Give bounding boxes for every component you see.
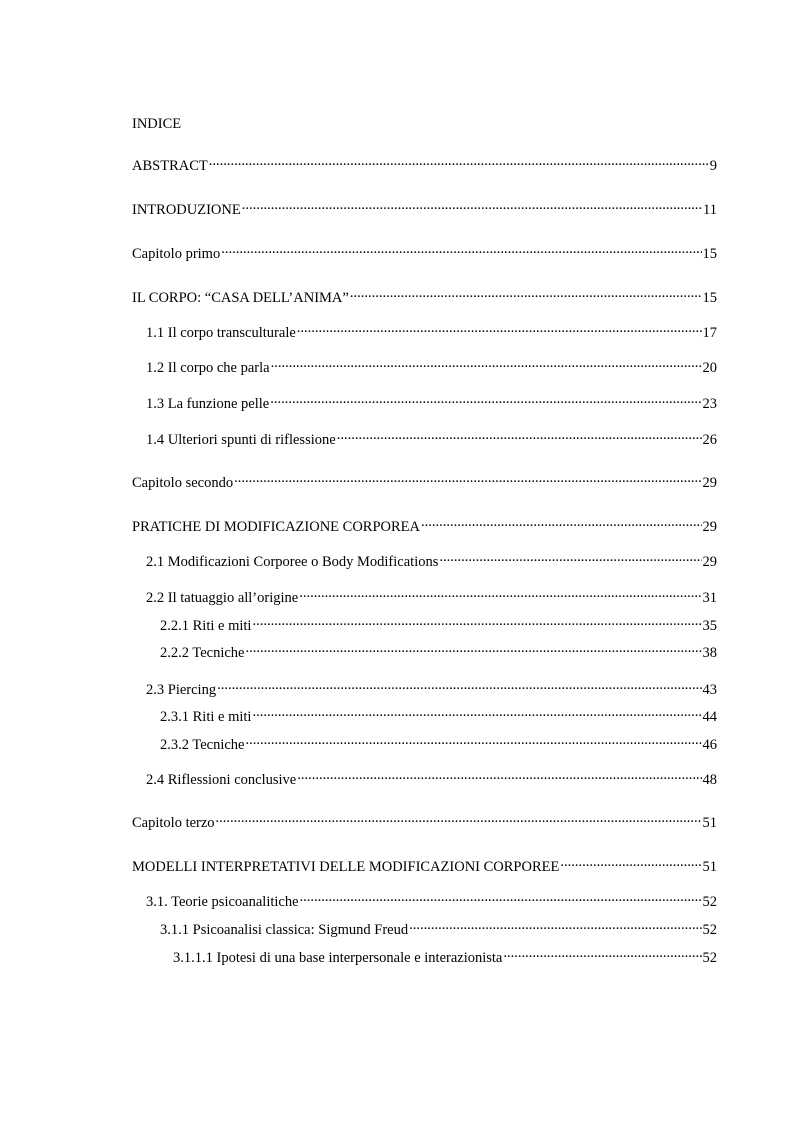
toc-entry-title: Capitolo secondo <box>132 475 234 491</box>
toc-entry-page: 51 <box>702 815 717 831</box>
toc-entry-1-3[interactable] <box>146 390 717 412</box>
toc-entry-page: 48 <box>702 772 717 788</box>
toc-entry-title: Capitolo terzo <box>132 815 215 831</box>
toc-entry-2-2-1[interactable] <box>160 612 717 634</box>
toc-entry-2-1[interactable] <box>146 548 717 570</box>
toc-leader-dots <box>245 639 701 657</box>
toc-entry-title: PRATICHE DI MODIFICAZIONE CORPOREA <box>132 519 420 535</box>
toc-heading: INDICE <box>132 116 182 132</box>
toc-entry-page: 46 <box>702 737 717 753</box>
toc-entry-1-4[interactable] <box>146 426 717 448</box>
toc-entry-title: INTRODUZIONE <box>132 202 241 218</box>
toc-leader-dots <box>242 196 702 214</box>
toc-entry-title: 1.2 Il corpo che parla <box>146 360 270 376</box>
toc-entry-2-4[interactable] <box>146 766 717 788</box>
toc-entry-1-1[interactable] <box>146 319 717 341</box>
toc-entry-page: 9 <box>709 158 717 174</box>
toc-entry-page: 15 <box>702 290 717 306</box>
toc-entry-2-3-2[interactable] <box>160 731 717 753</box>
toc-leader-dots <box>503 944 701 962</box>
toc-entry-page: 52 <box>702 950 717 966</box>
toc-leader-dots <box>439 548 701 566</box>
toc-entry-title: IL CORPO: “CASA DELL’ANIMA” <box>132 290 349 306</box>
toc-entry-2-3[interactable] <box>146 676 717 698</box>
toc-entry-title: 3.1. Teorie psicoanalitiche <box>146 894 299 910</box>
toc-entry-title: 1.1 Il corpo transculturale <box>146 325 296 341</box>
toc-entry-2-2[interactable] <box>146 584 717 606</box>
toc-entry-page: 11 <box>703 202 717 218</box>
toc-entry-pratiche[interactable] <box>132 513 717 535</box>
toc-entry-introduzione[interactable] <box>132 196 717 218</box>
toc-entry-capitolo-secondo[interactable] <box>132 469 717 491</box>
toc-entry-page: 31 <box>702 590 717 606</box>
toc-entry-1-2[interactable] <box>146 354 717 376</box>
toc-leader-dots <box>409 916 701 934</box>
toc-entry-title: Capitolo primo <box>132 246 221 262</box>
toc-leader-dots <box>270 390 701 408</box>
toc-entry-title: 2.3.2 Tecniche <box>160 737 245 753</box>
toc-entry-title: 1.4 Ulteriori spunti di riflessione <box>146 432 336 448</box>
toc-entry-title: 2.1 Modificazioni Corporee o Body Modifications <box>146 554 439 570</box>
toc-entry-title: 2.2.2 Tecniche <box>160 645 245 661</box>
toc-entry-title: 2.3.1 Riti e miti <box>160 709 252 725</box>
toc-leader-dots <box>217 676 701 694</box>
toc-entry-abstract[interactable] <box>132 152 717 174</box>
toc-entry-title: 2.2.1 Riti e miti <box>160 618 252 634</box>
toc-entry-3-1-1[interactable] <box>160 916 717 938</box>
toc-leader-dots <box>234 469 701 487</box>
toc-entry-title: 2.4 Riflessioni conclusive <box>146 772 297 788</box>
toc-entry-page: 38 <box>702 645 717 661</box>
toc-entry-modelli[interactable] <box>132 853 717 875</box>
toc-entry-page: 17 <box>702 325 717 341</box>
toc-entry-2-3-1[interactable] <box>160 703 717 725</box>
toc-leader-dots <box>560 853 701 871</box>
toc-entry-page: 52 <box>702 922 717 938</box>
toc-leader-dots <box>421 513 702 531</box>
toc-leader-dots <box>271 354 702 372</box>
toc-entry-il-corpo[interactable] <box>132 284 717 306</box>
toc-leader-dots <box>209 152 709 170</box>
toc-leader-dots <box>300 888 702 906</box>
toc-leader-dots <box>350 284 702 302</box>
toc-leader-dots <box>252 703 701 721</box>
toc-entry-title: 1.3 La funzione pelle <box>146 396 270 412</box>
toc-leader-dots <box>299 584 701 602</box>
toc-entry-title: 3.1.1.1 Ipotesi di una base interpersonale e interazionista <box>173 950 503 966</box>
toc-entry-3-1-1-1[interactable] <box>173 944 717 966</box>
toc-entry-title: 2.2 Il tatuaggio all’origine <box>146 590 299 606</box>
toc-entry-3-1[interactable] <box>146 888 717 910</box>
toc-entry-page: 29 <box>702 475 717 491</box>
toc-entry-page: 29 <box>702 554 717 570</box>
toc-entry-page: 20 <box>702 360 717 376</box>
toc-entry-title: ABSTRACT <box>132 158 208 174</box>
toc-entry-capitolo-terzo[interactable] <box>132 809 717 831</box>
toc-leader-dots <box>221 240 701 258</box>
toc-entry-page: 35 <box>702 618 717 634</box>
toc-entry-page: 26 <box>702 432 717 448</box>
toc-entry-page: 29 <box>702 519 717 535</box>
toc-leader-dots <box>216 809 702 827</box>
toc-entry-page: 51 <box>702 859 717 875</box>
toc-leader-dots <box>337 426 702 444</box>
toc-entry-title: 2.3 Piercing <box>146 682 217 698</box>
toc-entry-page: 43 <box>702 682 717 698</box>
toc-entry-page: 44 <box>702 709 717 725</box>
toc-leader-dots <box>297 766 701 784</box>
toc-entry-capitolo-primo[interactable] <box>132 240 717 262</box>
toc-leader-dots <box>297 319 702 337</box>
toc-entry-2-2-2[interactable] <box>160 639 717 661</box>
toc-entry-title: 3.1.1 Psicoanalisi classica: Sigmund Freud <box>160 922 409 938</box>
toc-entry-title: MODELLI INTERPRETATIVI DELLE MODIFICAZIONI CORPOREE <box>132 859 560 875</box>
toc-entry-page: 15 <box>702 246 717 262</box>
toc-leader-dots <box>252 612 701 630</box>
toc-entry-page: 52 <box>702 894 717 910</box>
toc-leader-dots <box>245 731 701 749</box>
toc-entry-page: 23 <box>702 396 717 412</box>
